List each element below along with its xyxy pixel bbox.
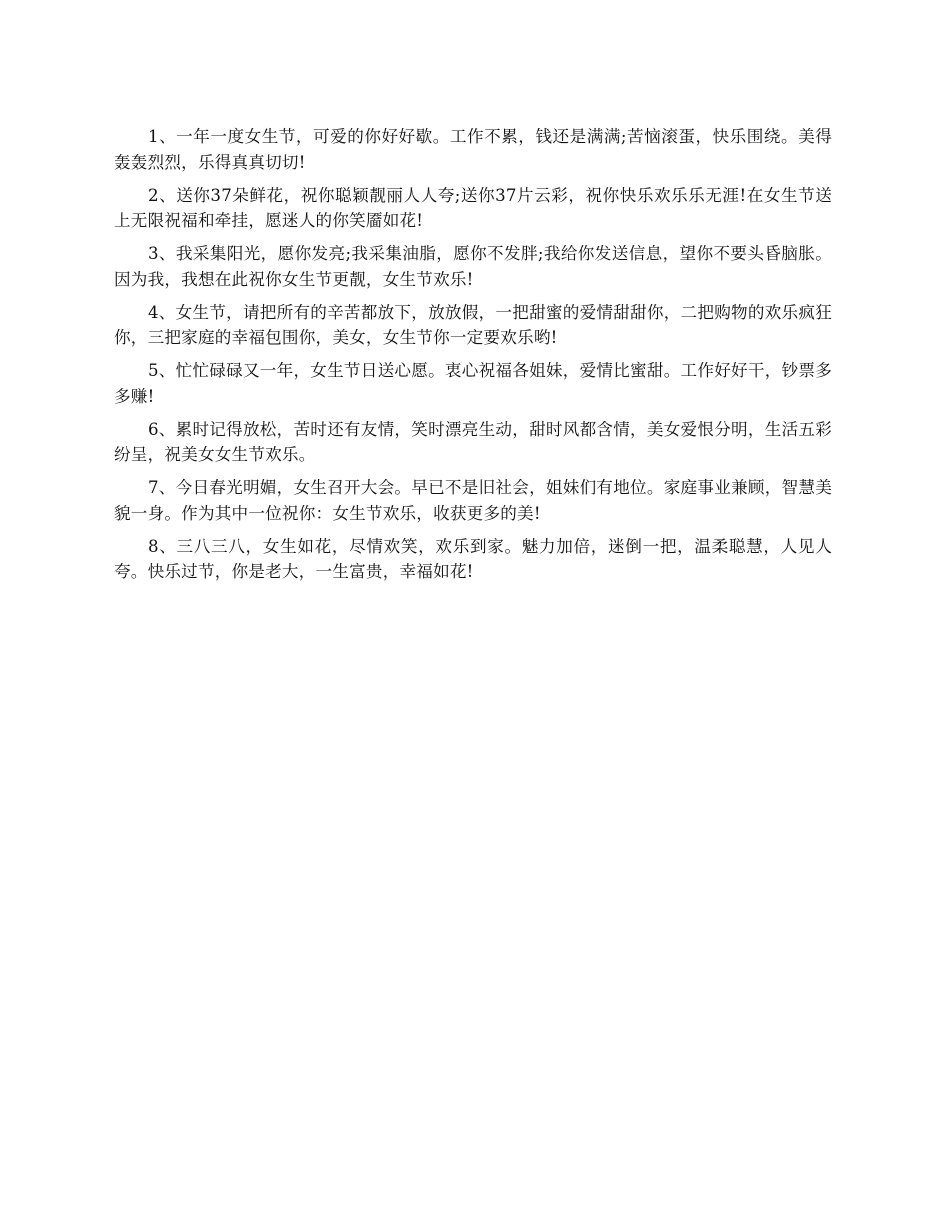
paragraph-7: 7、今日春光明媚，女生召开大会。早已不是旧社会，姐妹们有地位。家庭事业兼顾，智慧美貌一身。作为其中一位祝你：女生节欢乐，收获更多的美! xyxy=(114,478,832,523)
document-body xyxy=(114,124,832,592)
paragraph-2: 2、送你37朵鲜花，祝你聪颖靓丽人人夸;送你37片云彩，祝你快乐欢乐乐无涯!在女生节送上无限祝福和牵挂，愿迷人的你笑靥如花! xyxy=(114,185,832,230)
paragraph-6: 6、累时记得放松，苦时还有友情，笑时漂亮生动，甜时风都含情，美女爱恨分明，生活五彩纷呈，祝美女女生节欢乐。 xyxy=(114,419,832,464)
paragraph-8: 8、三八三八，女生如花，尽情欢笑，欢乐到家。魅力加倍，迷倒一把，温柔聪慧，人见人夸。快乐过节，你是老大，一生富贵，幸福如花! xyxy=(114,536,832,581)
paragraph-4: 4、女生节，请把所有的辛苦都放下，放放假，一把甜蜜的爱情甜甜你，二把购物的欢乐疯狂你，三把家庭的幸福包围你，美女，女生节你一定要欢乐哟! xyxy=(114,302,832,347)
paragraph-3: 3、我采集阳光，愿你发亮;我采集油脂，愿你不发胖;我给你发送信息，望你不要头昏脑胀。因为我，我想在此祝你女生节更靓，女生节欢乐! xyxy=(114,244,832,289)
paragraph-5: 5、忙忙碌碌又一年，女生节日送心愿。衷心祝福各姐妹，爱情比蜜甜。工作好好干，钞票多多赚! xyxy=(114,361,832,406)
paragraph-1: 1、一年一度女生节，可爱的你好好歇。工作不累，钱还是满满;苦恼滚蛋，快乐围绕。美得轰轰烈烈，乐得真真切切! xyxy=(114,127,832,172)
